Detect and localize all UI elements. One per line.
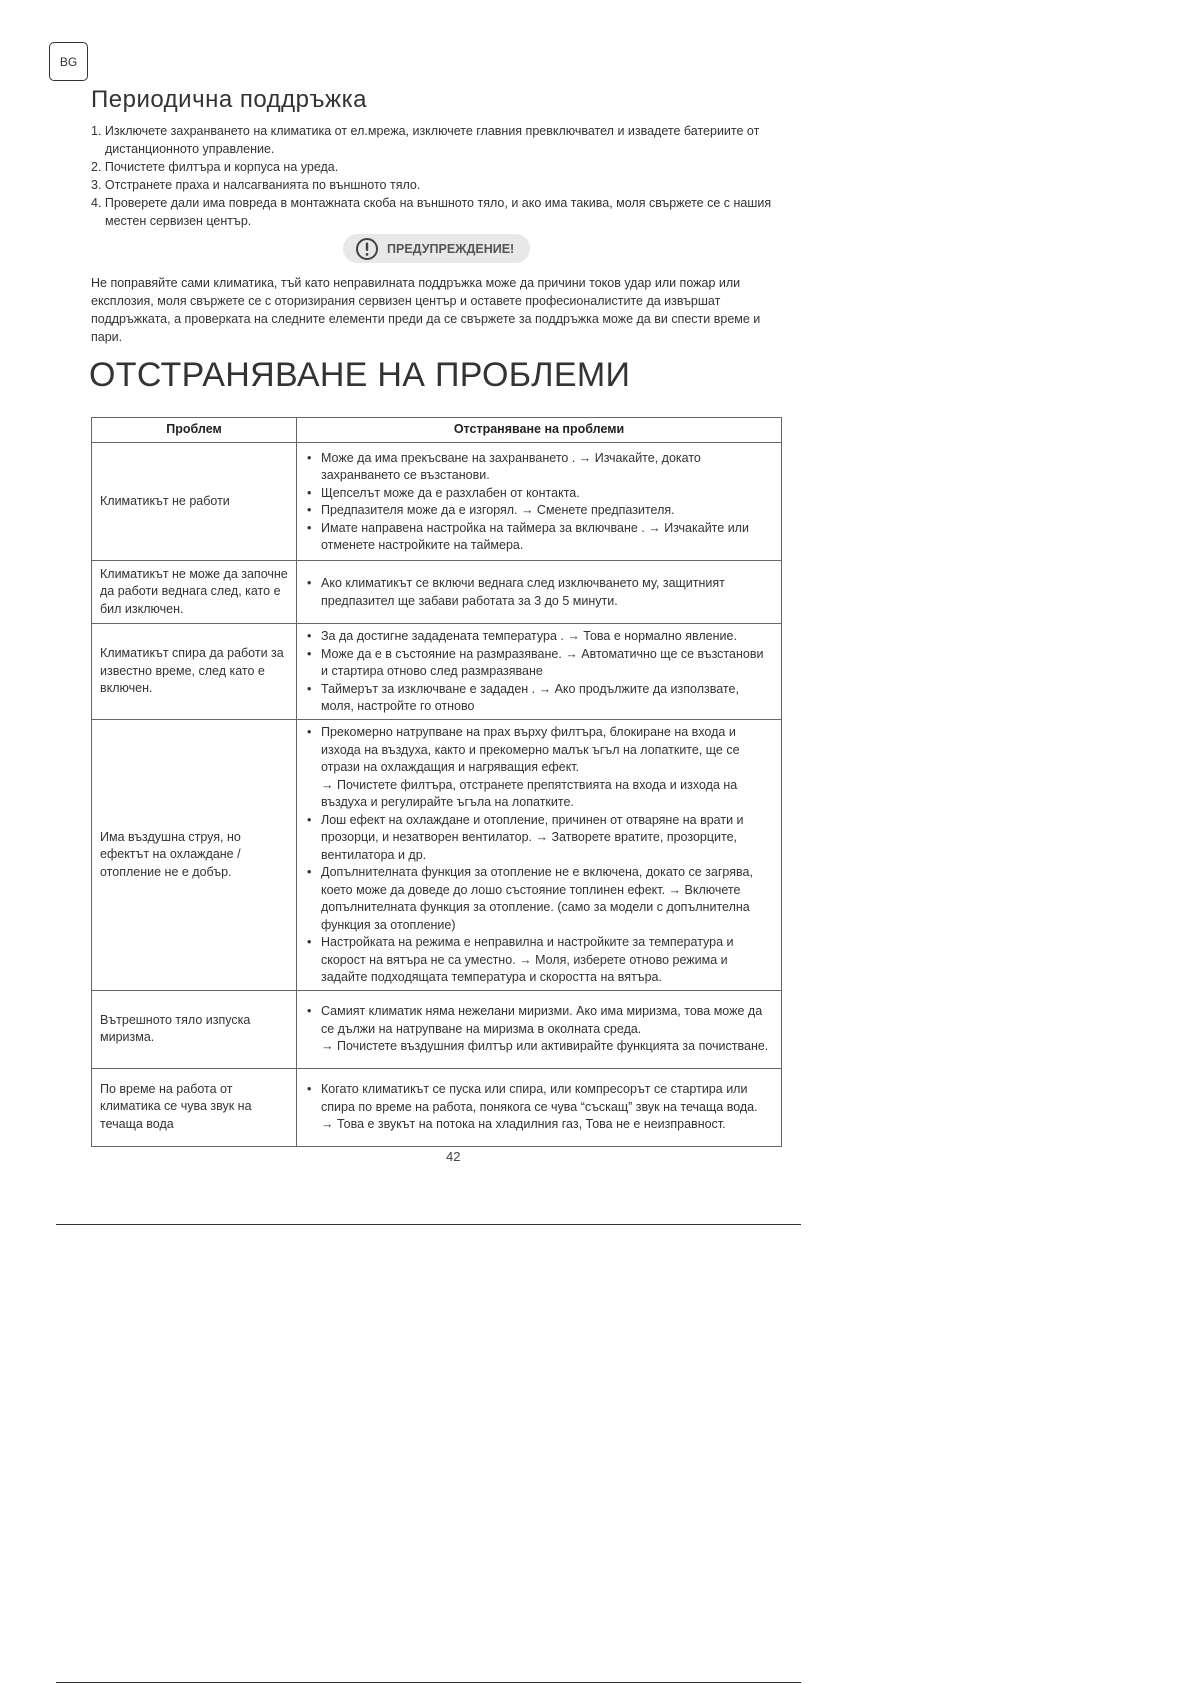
header-problem: Проблем — [92, 418, 297, 443]
exclamation-circle-icon — [355, 237, 379, 261]
solution-item: • Предпазителя може да е изгорял. → Сменете предпазителя. — [305, 502, 773, 520]
problem-cell: Има въздушна струя, но ефектът на охлаждане / отопление не е добър. — [92, 720, 297, 991]
divider-line — [56, 1224, 801, 1225]
solution-cell — [297, 624, 782, 720]
problem-cell: Вътрешното тяло изпуска миризма. — [92, 990, 297, 1068]
table-header-row — [92, 418, 782, 443]
solution-item: • Имате направена настройка на таймера за включване . → Изчакайте или отменете настройките на таймера. — [305, 520, 773, 555]
problem-cell: По време на работа от климатика се чува звук на течаща вода — [92, 1068, 297, 1146]
solution-item: • Таймерът за изключване е зададен . → Ако продължите да използвате, моля, настройте го отново — [305, 681, 773, 716]
table-row — [92, 1068, 782, 1146]
table-row — [92, 624, 782, 720]
divider-line — [56, 1682, 801, 1683]
maintenance-step: 3. Отстранете праха и налсагванията по външното тяло. — [91, 178, 421, 192]
solution-item: • Когато климатикът се пуска или спира, или компресорът се стартира или спира по време на работа, понякога се чува “съскащ” звук на течаща вода. → Това е звукът на потока на хладилния газ, Това не е неизправност. — [305, 1081, 773, 1134]
warning-text: Не поправяйте сами климатика, тъй като неправилната поддръжка може да причини токов удар или пожар или експлозия, моля свържете се с оторизирания сервизен център и оставете професионалистите да извършат поддръжката, а проверката на следните елементи преди да се свържете за поддръжка може да ви спести време и пари. — [91, 276, 761, 344]
troubleshooting-title: ОТСТРАНЯВАНЕ НА ПРОБЛЕМИ — [89, 356, 631, 394]
solution-item: • Самият климатик няма нежелани миризми. Ако има миризма, това може да се дължи на натрупване на миризма в околната среда. → Почистете въздушния филтър или активирайте функцията за почистване. — [305, 1003, 773, 1056]
warning-banner — [343, 234, 530, 263]
solution-cell — [297, 1068, 782, 1146]
page-number: 42 — [446, 1149, 461, 1164]
solution-cell — [297, 990, 782, 1068]
solution-item: • Щепселът може да е разхлабен от контакта. — [305, 485, 773, 503]
problem-cell: Климатикът не може да започне да работи веднага след, като е бил изключен. — [92, 561, 297, 624]
solution-item: • Настройката на режима е неправилна и настройките за температура и скорост на вятъра не са уместно. → Моля, изберете отново режима и задайте подходящата температура и скоростта на вятъра. — [305, 934, 773, 987]
maintenance-step: 2. Почистете филтъра и корпуса на уреда. — [91, 160, 339, 174]
solution-item: • Прекомерно натрупване на прах върху филтъра, блокиране на входа и изхода на въздуха, както и прекомерно малък ъгъл на лопатките, ще се отрази на охлаждащия и нагряващия ефект. → Почистете филтъра, отстранете препятствията на входа и изхода на въздуха и регулирайте ъгъла на лопатките. — [305, 724, 773, 812]
solution-item: • Може да има прекъсване на захранването . → Изчакайте, докато захранването се възстанови. — [305, 450, 773, 485]
solution-item: • Ако климатикът се включи веднага след изключването му, защитният предпазител ще забави работата за 3 до 5 минути. — [305, 575, 773, 610]
problem-cell: Климатикът не работи — [92, 443, 297, 561]
table-row — [92, 720, 782, 991]
language-badge: BG — [49, 42, 88, 81]
table-row — [92, 990, 782, 1068]
solution-item: • Допълнителната функция за отопление не е включена, докато се загрява, което може да доведе до лошо състояние топлинен ефект. → Включете допълнителната функция за отопление. (само за модели с допълнителна функция за отопление) — [305, 864, 773, 934]
solution-cell — [297, 561, 782, 624]
warning-label: ПРЕДУПРЕЖДЕНИЕ! — [387, 241, 515, 256]
table-row — [92, 443, 782, 561]
table-row — [92, 561, 782, 624]
maintenance-title: Периодична поддръжка — [91, 86, 367, 113]
troubleshooting-table — [91, 417, 782, 1147]
maintenance-steps — [91, 122, 791, 230]
solution-item: • Може да е в състояние на размразяване. → Автоматично ще се възстанови и стартира отново след размразяване — [305, 646, 773, 681]
solution-cell — [297, 720, 782, 991]
maintenance-step: 1. Изключете захранването на климатика от ел.мрежа, изключете главния превключвател и извадете батериите от дистанционното управление. — [91, 124, 760, 156]
header-solution: Отстраняване на проблеми — [297, 418, 782, 443]
solution-item: • За да достигне зададената температура . → Това е нормално явление. — [305, 628, 773, 646]
solution-item: • Лош ефект на охлаждане и отопление, причинен от отваряне на врати и прозорци, и незатворен вентилатор. → Затворете вратите, прозорците, вентилатора и др. — [305, 812, 773, 865]
solution-cell — [297, 443, 782, 561]
maintenance-step: 4. Проверете дали има повреда в монтажната скоба на външното тяло, и ако има такива, моля свържете се с нашия местен сервизен център. — [91, 196, 772, 228]
problem-cell: Климатикът спира да работи за известно време, след като е включен. — [92, 624, 297, 720]
